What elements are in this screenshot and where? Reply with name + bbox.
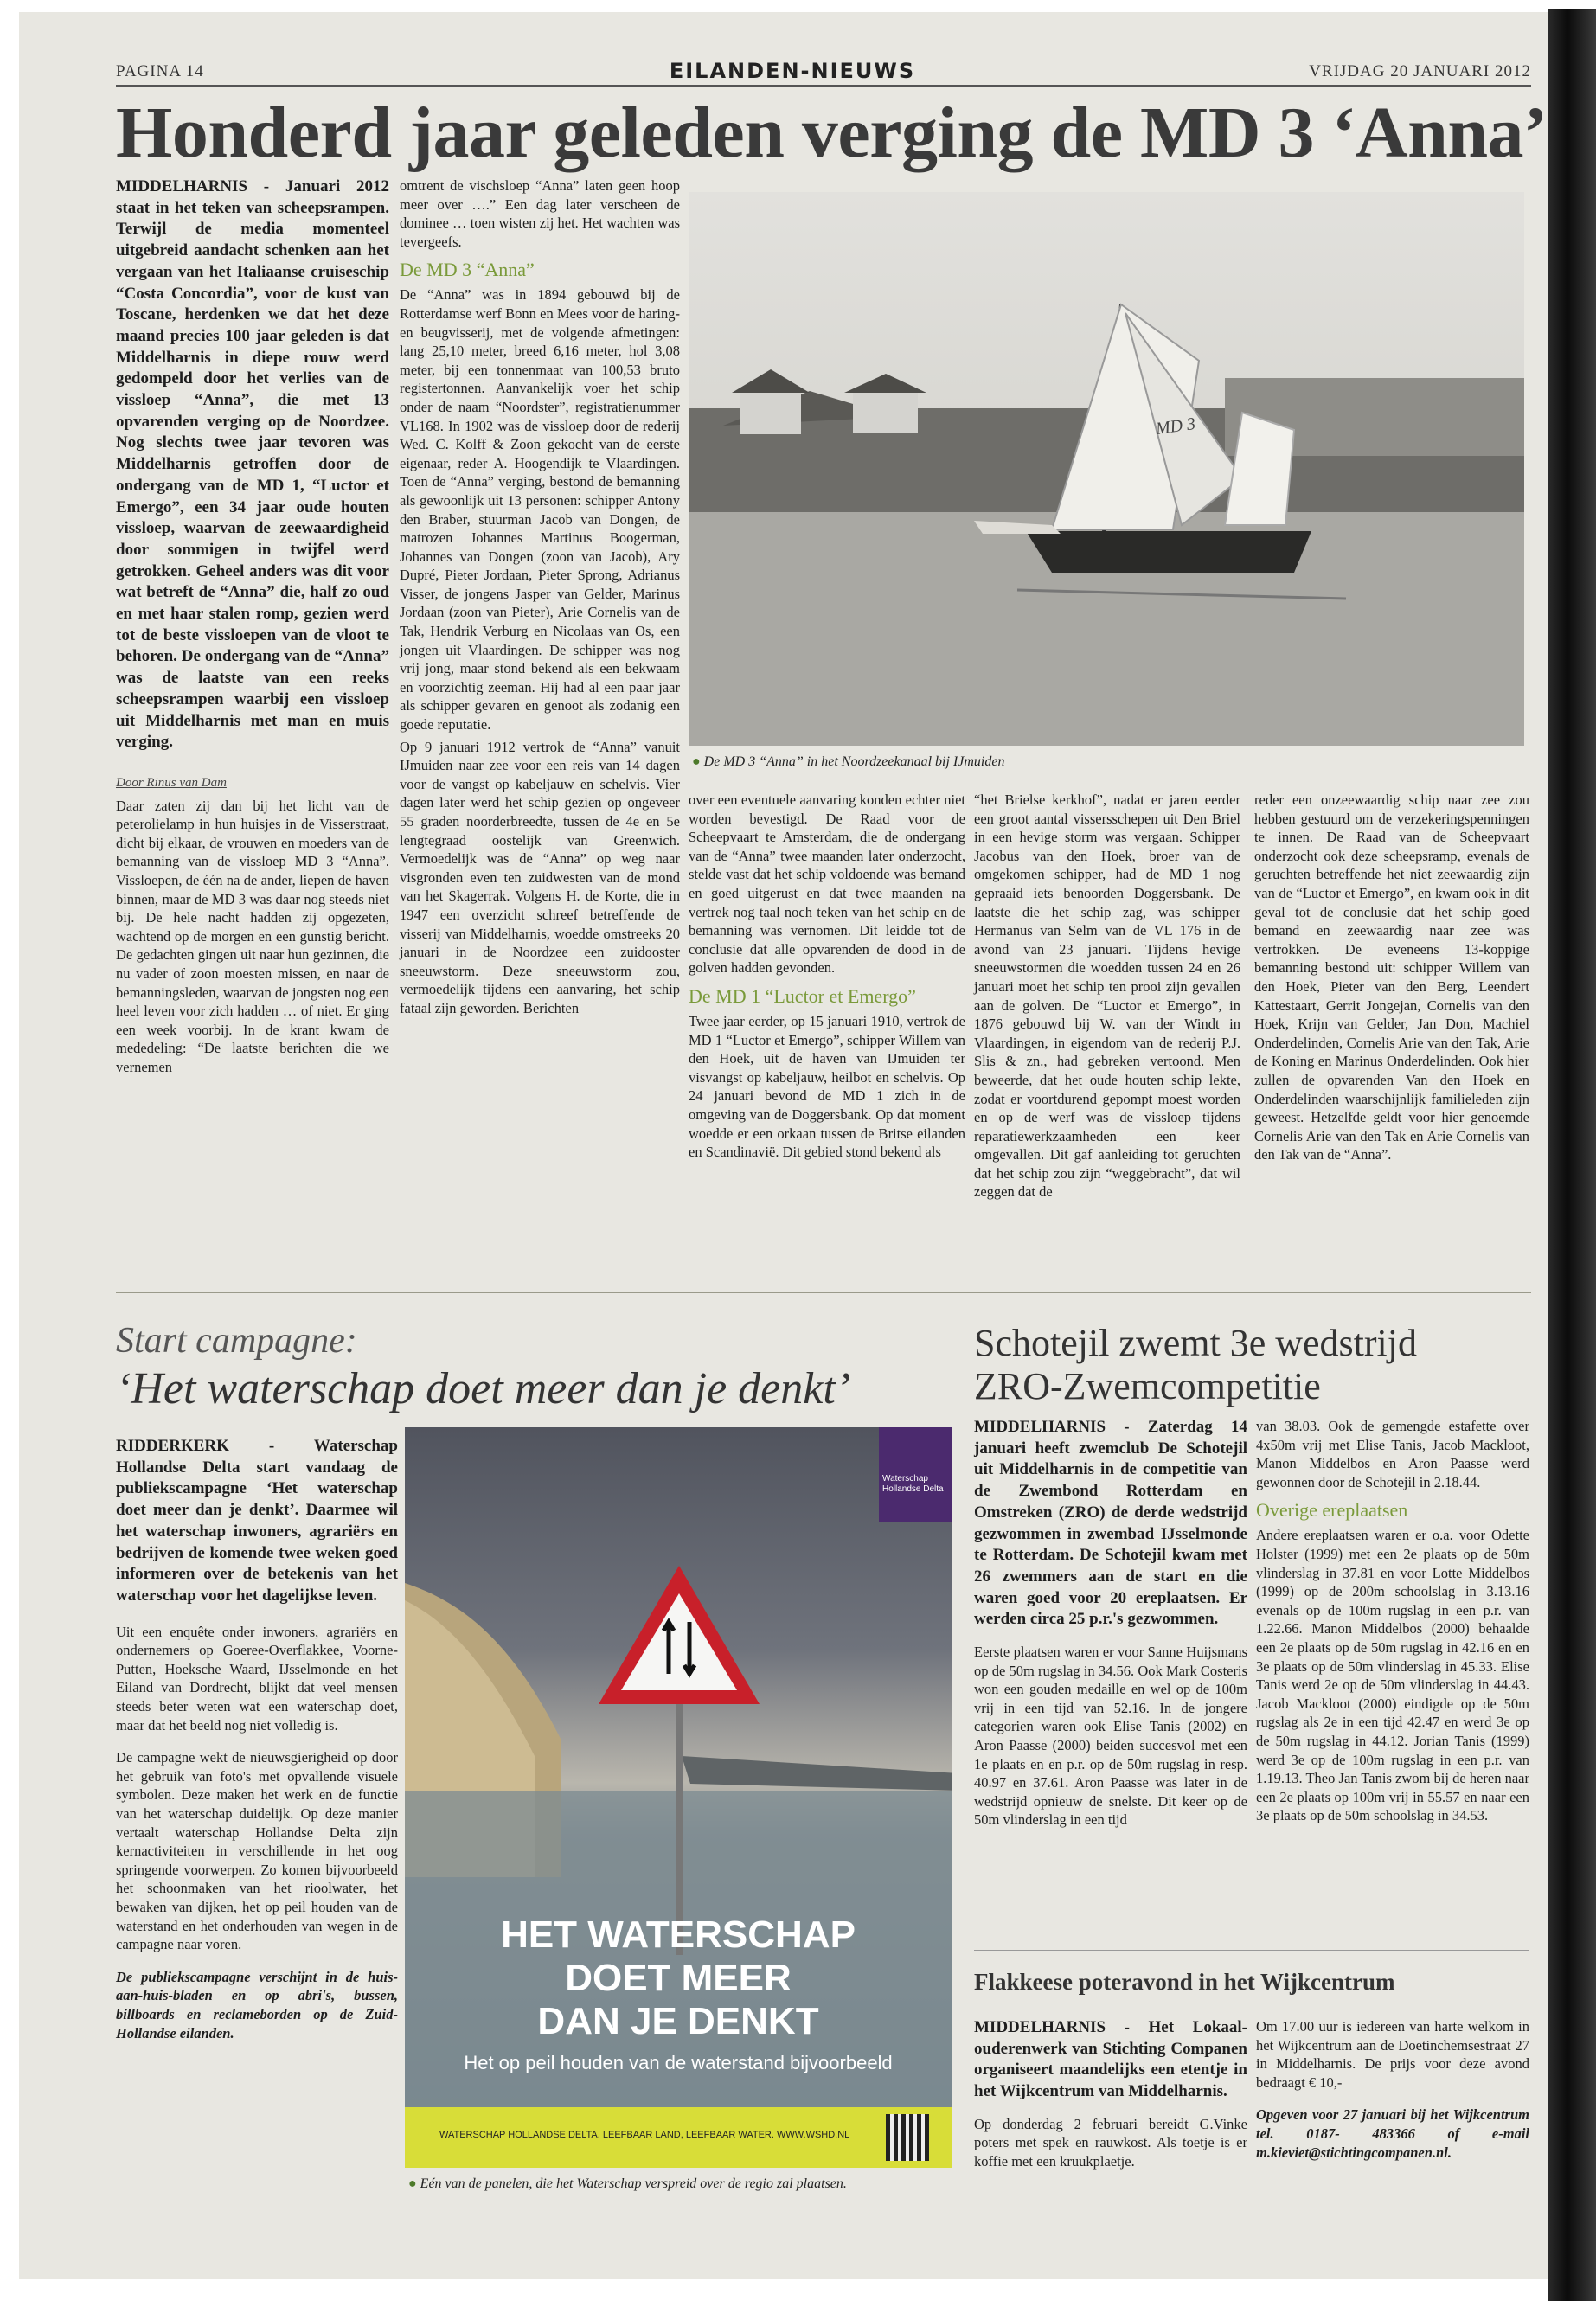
swim-paragraph: Andere ereplaatsen waren er o.a. voor Odette Holster (1999) met een 2e plaats op de 50m vlinderslag in 37.81 en voor Lotte Middelbos (1999) op de 200m schoolslag in 3.13.16 evenals op de 100m rugslag in een p.r. van 1.22.66. Manon Middelbos (2000) behaalde een 2e plaats op de 50m rugslag in 42.16 en en 3e plaats op de 50m vlinderslag in 45.33. Elise Tanis werd 2e op de 50m vlinderslag in 44.43. Jacob Mackloot (2000) eindigde op de 50m rugslag als 2e in een tijd 42.47 en werd 3e op de 50m rugslag in 44.12. Jorian Tanis (1999) werd 3e op de 100m rugslag in een p.r. van 1.19.13. Theo Jan Tanis zwom bij de heren naar een 2e plaats op 100m vrij in 55.57 en naar een 3e plaats op de 50m schoolslag in 34.53.	[1256, 1527, 1529, 1824]
campaign-note: De publiekscampagne verschijnt in de huis-aan-huis-bladen en op abri's, bussen, billboards en reclameborden op de Zuid-Hollandse eilanden.	[116, 1968, 398, 2041]
swim-paragraph: Eerste plaatsen waren er voor Sanne Huijsmans op de 50m rugslag in 34.56. Ook Mark Costeris won een gouden medaille en wel op de 100m vrij in een tijd van 52.16. In de jongere categorien waren ook Elise Tanis (2002) en Aron Paasse (2000) beiden succesvol met een 1e plaats en en p.r. op de 50m rugslag in resp. 40.97 en 37.61. Aron Paasse was later in de wedstrijd opnieuw de snelste. Dit keer op de 50m vlinderslag in een tijd	[974, 1644, 1247, 1829]
article-divider	[974, 1950, 1529, 1951]
campaign-paragraph: Uit een enquête onder inwoners, agrariërs en ondernemers op Goeree-Overflakkee, Voorne-Putten, Hoeksche Waard, IJsselmonde en het Eiland van Dordrecht, blijkt dat veel mensen steeds beter weten wat een waterschap doet, maar dat het beeld nog niet volledig is.	[116, 1623, 398, 1734]
swim-subheading: Overige ereplaatsen	[1256, 1499, 1408, 1522]
swim-headline: Schotejil zwemt 3e wedstrijd ZRO-Zwemcompetitie	[974, 1322, 1417, 1407]
article-paragraph: over een eventuele aanvaring konden echter niet worden bevestigd. De Raad voor de Scheepvaart te Amsterdam, die de ondergang van de “Anna” twee maanden later onderzocht, stelde vast dat het schip voldoende was bemand en goed uitgerust en dat twee maanden na vertrek nog taal noch teken van het schip en de bemanning was vernomen. Dit leidde tot de conclusie dat alle opvarenden de dood in de golven hadden gevonden.	[689, 792, 965, 977]
poster-footer-text: WATERSCHAP HOLLANDSE DELTA. LEEFBAAR LAND, LEEFBAAR WATER. WWW.WSHD.NL	[439, 2130, 850, 2140]
potato-column-1	[974, 2017, 1247, 2175]
article-column-3	[689, 791, 965, 1165]
poster-caption: ● Eén van de panelen, die het Waterschap verspreid over de regio zal plaatsen.	[408, 2176, 847, 2191]
qr-code-icon	[886, 2114, 929, 2161]
campaign-kicker: Start campagne:	[116, 1321, 357, 1361]
article-paragraph: Op 9 januari 1912 vertrok de “Anna” vanuit IJmuiden naar zee voor een reis van 14 dagen voor de vangst op kabeljauw en schelvis. Vier dagen later werd het schip gezien op ongeveer 55 graden noorderbreedte, tussen de 4e en 5e lengtegraad oostelijk van Greenwich. Vermoedelijk was de “Anna” op weg naar visgronden even ten zuidwesten van de mond van het Skagerrak. Volgens H. de Korte, die in 1947 een overzicht schreef betreffende de visserij van Middelharnis, woedde omstreeks 20 januari in de Noordzee een zuidooster sneeuwstorm. Deze sneeuwstorm zou, vermoedelijk tijdens een aanvaring, het schip fataal zijn geworden. Berichten	[400, 738, 680, 1016]
swim-column-2	[1256, 1417, 1529, 1829]
ship-photo-drawing	[689, 192, 1524, 746]
issue-date: VRIJDAG 20 JANUARI 2012	[1309, 62, 1531, 80]
swim-lead: MIDDELHARNIS - Zaterdag 14 januari heeft zwemclub De Schotejil uit Middelharnis in de competitie van de Zwembond Rotterdam en Omstreken (ZRO) de derde wedstrijd gezwommen in zwembad IJsselmonde te Rotterdam. De Schotejil kwam met 26 zwemmers aan de start en die waren goed voor 20 ereplaatsen. Er werden circa 25 p.r.'s gezwommen.	[974, 1418, 1247, 1629]
campaign-column	[116, 1436, 398, 2046]
swim-paragraph: van 38.03. Ook de gemengde estafette over 4x50m vrij met Elise Tanis, Jacob Mackloot, Manon Middelbos en Aron Paasse werd gewonnen door de Schotejil in 2.18.44.	[1256, 1418, 1529, 1490]
masthead: EILANDEN-NIEUWS	[669, 59, 916, 83]
bullet-icon: ●	[408, 2176, 417, 2191]
article-paragraph: reder een onzeewaardig schip naar zee zou hebben gestuurd om de verzekeringspenningen te innen. De Raad van de Scheepvaart onderzocht ook deze scheepsramp, evenals de geruchten betreffende het niet zeewaardig zijn van de “Luctor et Emergo”, en kwam ook in dit geval tot de conclusie dat het schip goed bemand en zeewaardig naar zee was vertrokken. De eveneens 13-koppige bemanning bestond uit: schipper Willem van den Hoek, Pieter van den Berg, Leendert Kattestaart, Gerrit Jongejan, Cornelis van den Hoek, Krijn van Gelder, Jan Don, Machiel Onderdelinden, Cornelis Arie van den Tak, Arie de Koning en Marinus Onderdelinden. Ook hier zullen de opvarenden Van den Hoek en Onderdelinden waarschijnlijk familieleden zijn geweest. Hetzelfde geldt voor hier genoemde Cornelis Arie van den Tak en Arie Cornelis van den Tak van de “Anna”.	[1254, 792, 1529, 1163]
poster-slogan: HET WATERSCHAP DOET MEER DAN JE DENKT	[501, 1913, 856, 2042]
article-paragraph: “het Brielse kerkhof”, nadat er jaren eerder een groot aantal vissersschepen uit Den Briel in een hevige storm was vergaan. Schipper Jacobus van den Hoek, broer van de omgekomen schipper, had de MD 1 nog gepraaid iets benoorden Doggersbank. De laatste die het schip zag, was schipper Hermanus van Selm van de VL 176 in de avond van 23 januari. Tijdens hevige sneeuwstormen die woedden tussen 24 en 26 januari moet het schip ten prooi zijn gevallen aan de golven. De “Luctor et Emergo”, in 1876 gebouwd bij W. van der Windt in Vlaardingen, in eigendom van de rederij P.J. Slis & zn., had gebreken vertoond. Men beweerde, dat het oude houten schip lekte, zodat er voortdurend gepompt moest worden en op de werf was de vissloep tijdens reparatiewerkzaamheden een keer omgevallen. Dit gaf aanleiding tot geruchten dat het schip zou zijn “weggebracht”, dat wil zeggen dat de	[974, 792, 1240, 1201]
article-paragraph: omtrent de vischsloep “Anna” laten geen hoop meer over ….” Een dag later verscheen de dominee … toen wisten zij het. Het wachten was tevergeefs.	[400, 177, 680, 250]
potato-paragraph: Om 17.00 uur is iedereen van harte welkom in het Wijkcentrum aan de Doetinchemsestraat 27 in Middelharnis. De prijs voor deze avond bedraagt € 10,-	[1256, 2018, 1529, 2091]
potato-lead: MIDDELHARNIS - Het Lokaal-ouderenwerk van Stichting Companen organiseert maandelijks een etentje in het Wijkcentrum van Middelharnis.	[974, 2018, 1247, 2101]
poster-subline: Het op peil houden van de waterstand bijvoorbeeld	[464, 2052, 893, 2073]
swim-column-1	[974, 1417, 1247, 1833]
photo-caption: ● De MD 3 “Anna” in het Noordzeekanaal bij IJmuiden	[692, 754, 1005, 769]
article-column-1	[116, 176, 389, 1080]
section-divider	[116, 1292, 1531, 1293]
campaign-headline: ‘Het waterschap doet meer dan je denkt’	[116, 1364, 851, 1413]
article-column-4	[974, 791, 1240, 1205]
newspaper-page	[19, 12, 1566, 2279]
subheading-md1: De MD 1 “Luctor et Emergo”	[689, 984, 916, 1007]
page-label: PAGINA 14	[116, 62, 204, 80]
article-lead: MIDDELHARNIS - Januari 2012 staat in het teken van scheepsrampen. Terwijl de media momenteel uitgebreid aandacht schenken aan het vergaan van het Italiaanse cruiseschip “Costa Concordia”, voor de kust van Toscane, herdenken we dat het deze maand precies 100 jaar geleden is dat Middelharnis in diepe rouw werd gedompeld door het verlies van de vissloep “Anna”, die met 13 opvarenden verging op de Noordzee. Nog slechts twee jaar tevoren was Middelharnis getroffen door de ondergang van de MD 1, “Luctor et Emergo”, een 34 jaar oude houten vissloep, waarvan de zeewaardigheid door sommigen in twijfel werd getrokken. Geheel anders was dit voor wat betreft de “Anna” die, half zo oud en met haar stalen romp, gezien werd tot de beste vissloepen van de vloot te behoren. De ondergang van de “Anna” was de laatste van een reeks scheepsrampen waarbij een vissloep uit Middelharnis met man en muis verging.	[116, 177, 389, 752]
campaign-paragraph: De campagne wekt de nieuwsgierigheid op door het gebruik van foto's met opvallende visuele symbolen. Deze maken het werk en de functie van het waterschap duidelijk. Op deze manier vertaalt waterschap Hollandse Delta zijn kernactiviteiten in verschillende in het oog springende voorwerpen. Zo komen bijvoorbeeld het schoonmaken van het rioolwater, het bewaken van dijken, het op peil houden van de waterstand en het onderhouden van wegen in de campagne naar voren.	[116, 1749, 398, 1953]
bullet-icon: ●	[692, 754, 701, 769]
page-binding	[1548, 9, 1596, 2301]
potato-column-2	[1256, 2017, 1529, 2165]
potato-headline: Flakkeese poteravond in het Wijkcentrum	[974, 1969, 1395, 1995]
article-paragraph: Daar zaten zij dan bij het licht van de peterolielamp in hun huisjes in de Visserstraat, dicht bij elkaar, de vrouwen en moeders van de bemanning van de vissloep MD 3 “Anna”. Vissloepen, de één na de ander, liepen de haven binnen, maar de MD 3 was daar nog steeds niet bij. De hele nacht hadden zij opgezeten, wachtend op de morgen en een gunstig bericht. De gedachten gingen uit naar hun gezinnen, die nu vader of zoon moesten missen, en naar de bemanningsleden, waarvan de jongsten nog een heel leven voor zich hadden … of niet. Er ging een week voorbij. In de krant kwam de mededeling: “De laatste berichten die we vernemen	[116, 797, 389, 1075]
subheading-md3: De MD 3 “Anna”	[400, 259, 535, 281]
article-column-5	[1254, 791, 1529, 1168]
poster-footer-bar	[405, 2107, 952, 2168]
potato-paragraph: Op donderdag 2 februari bereidt G.Vinke poters met spek en rauwkost. Als toetje is er koffie met een kruukplaetje.	[974, 2115, 1247, 2170]
campaign-poster	[405, 1427, 952, 2168]
poster-logo: Waterschap Hollandse Delta	[882, 1474, 944, 1494]
header-rule	[116, 85, 1531, 87]
article-column-2	[400, 176, 680, 1022]
campaign-lead: RIDDERKERK - Waterschap Hollandse Delta start vandaag de publiekscampagne ‘Het waterschap doet meer dan je denkt’. Daarmee wil het waterschap inwoners, agrariërs en bedrijven de komende twee weken goed informeren over de betekenis van het waterschap voor het dagelijkse leven.	[116, 1437, 398, 1605]
main-headline: Honderd jaar geleden verging de MD 3 ‘Anna’	[116, 93, 1548, 173]
potato-note: Opgeven voor 27 januari bij het Wijkcentrum tel. 0187- 483366 of e-mail m.kieviet@stichtingcompanen.nl.	[1256, 2106, 1529, 2161]
byline: Door Rinus van Dam	[116, 775, 227, 790]
ship-photo	[689, 192, 1524, 746]
article-paragraph: Twee jaar eerder, op 15 januari 1910, vertrok de MD 1 “Luctor et Emergo”, schipper Willem van den Hoek, uit de haven van IJmuiden ter visvangst op kabeljauw, heilbot en schelvis. Op 24 januari bevond de MD 1 zich in de omgeving van de Doggersbank. Op dat moment woedde er een orkaan tussen de Britse eilanden en Scandinavië. Dit gebied stond bekend als	[689, 1012, 965, 1161]
sail-label: MD 3	[1154, 413, 1197, 439]
article-paragraph: De “Anna” was in 1894 gebouwd bij de Rotterdamse werf Bonn en Mees voor de haring- en beugvisserij, met de volgende afmetingen: lang 25,10 meter, breed 6,16 meter, hol 3,08 meter, bij een tonnenmaat van 100,53 bruto registertonnen. Aanvankelijk voer het schip onder de naam “Noordster”, registratienummer VL168. In 1902 was de vissloep door de rederij Wed. C. Kolff & Zoon gekocht van de eerste eigenaar, reder A. Hoogendijk te Vlaardingen. Toen de “Anna” verging, bestond de bemanning als gewoonlijk uit 13 personen: schipper Antony den Braber, stuurman Jacob van Dongen, de matrozen Johannes Martinus Boogerman, Johannes van Dongen (zoon van Jacob), Ary Dupré, Pieter Jordaan, Pieter Sprong, Adrianus Visser, de jongens Jasper van Gelder, Marinus Jordaan (zoon van Pieter), Arie Cornelis van de Tak, Hendrik Verburg en Nicolaas van Os, een jongen uit Vlaardingen. De schipper was nog vrij jong, maar stond bekend als een bekwaam en voorzichtig zeeman. Hij had al een paar jaar als schipper gevaren en genoot als zodanig een goede reputatie.	[400, 286, 680, 734]
